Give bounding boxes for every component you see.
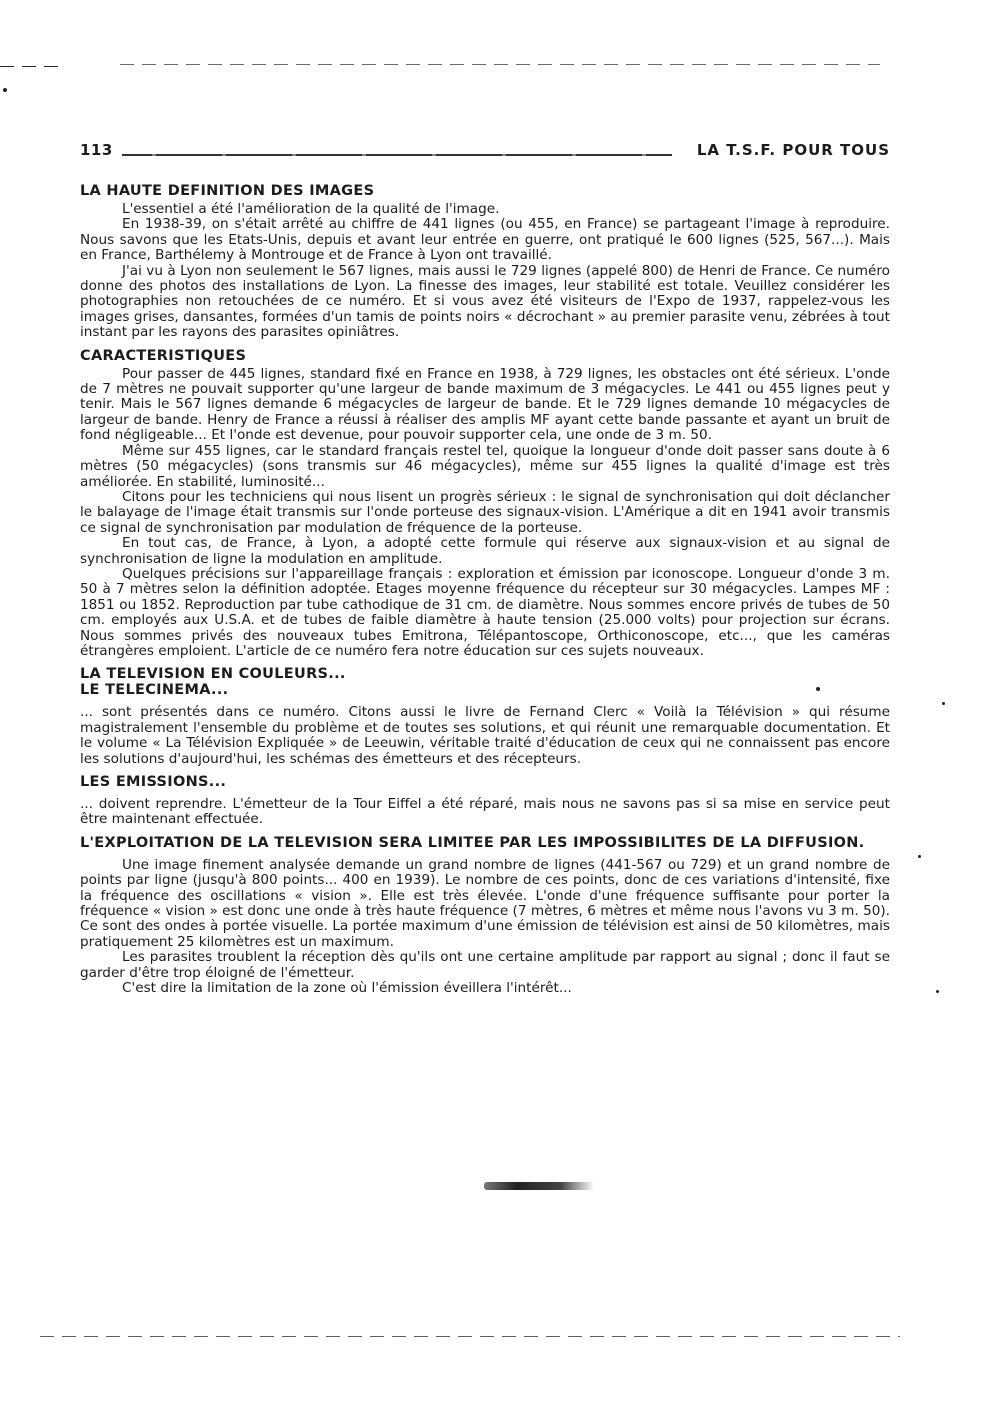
section-exploitation (80, 835, 890, 997)
ink-smudge (484, 1182, 594, 1190)
scan-artifact-top (120, 64, 880, 65)
section-heading: CARACTERISTIQUES (80, 347, 247, 364)
article-body (80, 183, 890, 996)
section-heading: LA TELEVISION EN COULEURS... (80, 666, 346, 683)
scan-speck (918, 855, 921, 858)
section-caracteristiques (80, 348, 890, 660)
paragraph: Quelques précisions sur l'appareillage français : exploration et émission par iconoscope. Longueur d'onde 3 m. 50 à 7 mètres selon la définition adoptée. Etages moyenne fréquence du récepteur sur 30 mégacycles. Lampes MF : 1851 ou 1852. Reproduction par tube cathodique de 31 cm. de diamètre. Nous sommes encore privés de tubes de 50 cm. employés aux U.S.A. et de tubes de faible diamètre à haute tension (25.000 volts) pour projection sur écrans. Nous sommes privés des nouveaux tubes Emitrona, Télépantoscope, Orthiconoscope, etc..., que les caméras étrangères emploient. L'article de ce numéro fera notre éducation sur ces sujets nouveaux. (80, 565, 890, 659)
section-heading: L'EXPLOITATION DE LA TELEVISION SERA LIMITEE PAR LES IMPOSSIBILITES DE LA DIFFUSION. (80, 834, 865, 851)
paragraph: ... sont présentés dans ce numéro. Citons aussi le livre de Fernand Clerc « Voilà la Télévision » qui résume magistralement l'ensemble du problème et de toutes ses solutions, et qui réunit une remarquable documentation. Et le volume « La Télévision Expliquée » de Leeuwin, véritable traité d'éducation de ceux qui ne connaissent pas encore les solutions d'aujourd'hui, les schémas des émetteurs et des récepteurs. (80, 704, 890, 767)
paragraph: En 1938-39, on s'était arrêté au chiffre de 441 lignes (ou 455, en France) se partageant l'image à reproduire. Nous savons que les Etats-Unis, depuis et avant leur entrée en guerre, ont pratiqué le 600 lignes (525, 567...). Mais en France, Barthélemy à Montrouge et de France à Lyon ont travaillé. (80, 216, 890, 264)
paragraph: J'ai vu à Lyon non seulement le 567 lignes, mais aussi le 729 lignes (appelé 800) de Henri de France. Ce numéro donne des photos des installations de Lyon. La finesse des images, leur stabilité est totale. Veuillez considérer les photographies non retouchées de ce numéro. Et si vous avez été visiteurs de l'Expo de 1937, rappelez-vous les images grises, dansantes, formées d'un tamis de points noirs « décrochant » au premier parasite venu, zébrées à tout instant par les rayons des parasites opiniâtres. (80, 262, 890, 341)
page-number: 113 (80, 141, 113, 159)
scan-speck (3, 88, 7, 92)
paragraph: En tout cas, de France, à Lyon, a adopté cette formule qui réserve aux signaux-vision et au signal de synchronisation de ligne la modulation en amplitude. (80, 535, 890, 567)
section-television-couleurs (80, 666, 890, 767)
scan-speck (942, 702, 945, 705)
scan-artifact-top-left (0, 66, 60, 67)
paragraph: Les parasites troublent la réception dès qu'ils ont une certaine amplitude par rapport au signal ; donc il faut se garder d'être trop éloigné de l'émetteur. (80, 949, 890, 981)
section-subheading: LE TELECINEMA... (80, 682, 229, 699)
running-title: LA T.S.F. POUR TOUS (696, 141, 890, 159)
paragraph: Une image finement analysée demande un grand nombre de lignes (441-567 ou 729) et un grand nombre de points par ligne (jusqu'à 800 points... 400 en 1939). Le nombre de ces points, donc de ces variations d'intensité, fixe la fréquence des oscillations « vision ». Elle est très élevée. L'onde d'une fréquence suffisante pour porter la fréquence « vision » est donc une onde à très haute fréquence (7 mètres, 6 mètres et même nous l'avons vu 3 m. 50). Ce sont des ondes à portée visuelle. La portée maximum d'une émission de télévision est ainsi de 50 kilomètres, mais pratiquement 25 kilomètres est un maximum. (80, 856, 890, 950)
scan-artifact-bottom (40, 1336, 900, 1337)
paragraph: Même sur 455 lignes, car le standard français restel tel, quoique la longueur d'onde doit passer sans doute à 6 mètres (50 mégacycles) (sons transmis sur 46 mégacycles), même sur 455 lignes la qualité d'image est très améliorée. En stabilité, luminosité... (80, 442, 890, 490)
section-haute-definition (80, 183, 890, 341)
scan-speck (936, 990, 939, 993)
paragraph: ... doivent reprendre. L'émetteur de la Tour Eiffel a été réparé, mais nous ne savons pas si sa mise en service peut être maintenant effectuée. (80, 796, 890, 828)
header-rule (122, 154, 672, 156)
paragraph: Pour passer de 445 lignes, standard fixé en France en 1938, à 729 lignes, les obstacles ont été sérieux. L'onde de 7 mètres ne pouvait supporter qu'une largeur de bande maximum de 3 mégacycles. Le 441 ou 455 lignes peut y tenir. Mais le 567 lignes demande 6 mégacycles de largeur de bande. Et le 729 lignes demande 10 mégacycles de largeur de bande. Henry de France a réussi à réaliser des amplis MF ayant cette bande passante et ayant un bruit de fond négligeable... Et l'onde est devenue, pour pouvoir supporter cela, une onde de 3 m. 50. (80, 365, 890, 444)
paragraph: L'essentiel a été l'amélioration de la qualité de l'image. (122, 201, 500, 217)
section-emissions (80, 774, 890, 828)
paragraph: C'est dire la limitation de la zone où l'émission éveillera l'intérêt... (122, 980, 572, 997)
paragraph: Citons pour les techniciens qui nous lisent un progrès sérieux : le signal de synchronisation qui doit déclancher le balayage de l'image était transmis sur l'onde porteuse des signaux-vision. L'Amérique a dit en 1941 avoir transmis ce signal de synchronisation par modulation de fréquence de la porteuse. (80, 488, 890, 536)
section-heading: LA HAUTE DEFINITION DES IMAGES (80, 183, 375, 199)
page-header (80, 141, 890, 163)
section-heading: LES EMISSIONS... (80, 774, 227, 790)
